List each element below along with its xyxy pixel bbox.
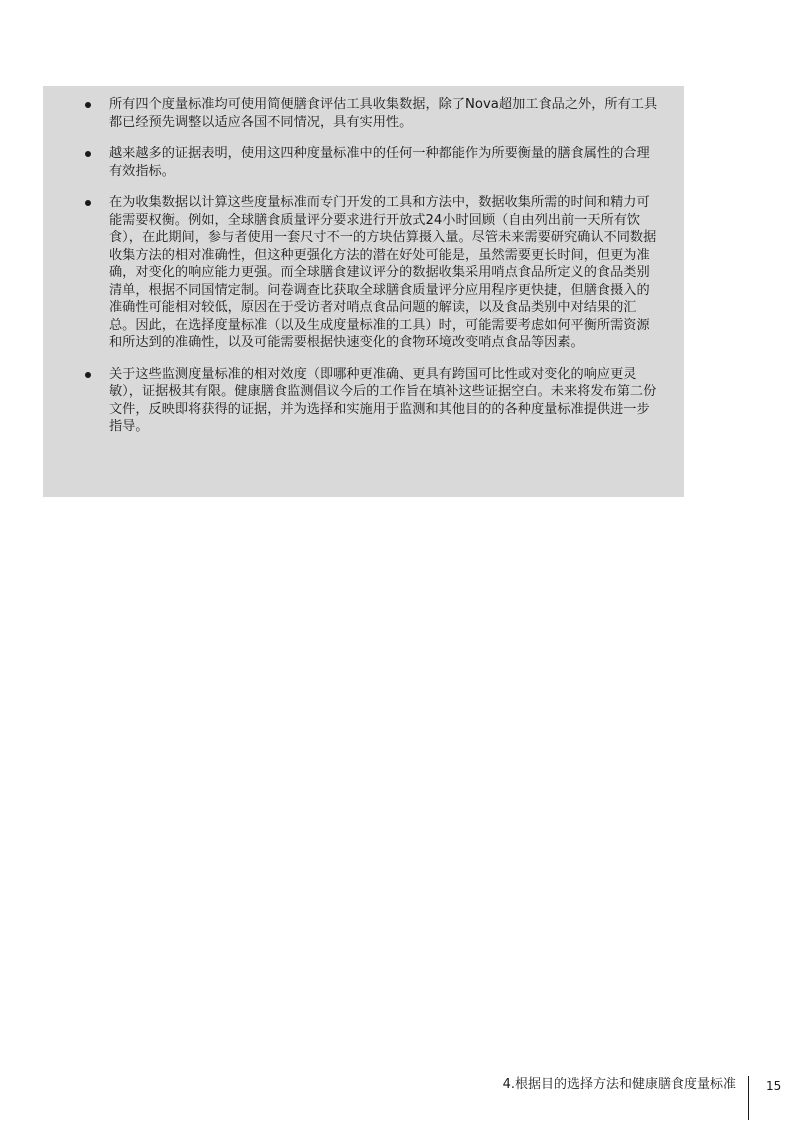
- list-item: [83, 194, 658, 352]
- summary-box: [43, 86, 684, 497]
- footer-divider: [748, 1076, 749, 1120]
- page-number: 15: [766, 1079, 782, 1093]
- bullet-list: [83, 96, 658, 436]
- bullet-text: 关于这些监测度量标准的相对效度（即哪种更准确、更具有跨国可比性或对变化的响应更灵敏），证据极其有限。健康膳食监测倡议今后的工作旨在填补这些证据空白。未来将发布第二份文件，反映即将获得的证据，并为选择和实施用于监测和其他目的的各种度量标准提供进一步指导。: [109, 366, 657, 434]
- footer-section-title: 4.根据目的选择方法和健康膳食度量标准: [502, 1077, 736, 1092]
- bullet-text: 越来越多的证据表明，使用这四种度量标准中的任何一种都能作为所要衡量的膳食属性的合理有效指标。: [109, 146, 650, 179]
- bullet-text: 所有四个度量标准均可使用简便膳食评估工具收集数据，除了Nova超加工食品之外，所有工具都已经预先调整以适应各国不同情况，具有实用性。: [109, 97, 658, 130]
- list-item: [83, 366, 658, 436]
- list-item: [83, 96, 658, 131]
- bullet-text: 在为收集数据以计算这些度量标准而专门开发的工具和方法中，数据收集所需的时间和精力可能需要权衡。例如，全球膳食质量评分要求进行开放式24小时回顾（自由列出前一天所有饮食），在此期间，参与者使用一套尺寸不一的方块估算摄入量。尽管未来需要研究确认不同数据收集方法的相对准确性，但这种更强化方法的潜在好处可能是，虽然需要更长时间，但更为准确，对变化的响应能力更强。而全球膳食建议评分的数据收集采用哨点食品所定义的食品类别清单，根据不同国情定制。问卷调查比获取全球膳食质量评分应用程序更快捷，但膳食摄入的准确性可能相对较低，原因在于受访者对哨点食品问题的解读，以及食品类别中对结果的汇总。因此，在选择度量标准（以及生成度量标准的工具）时，可能需要考虑如何平衡所需资源和所达到的准确性，以及可能需要根据快速变化的食物环境改变哨点食品等因素。: [109, 195, 657, 350]
- bullet-icon: [85, 151, 91, 157]
- bullet-icon: [85, 102, 91, 108]
- bullet-icon: [85, 372, 91, 378]
- bullet-icon: [85, 200, 91, 206]
- list-item: [83, 145, 658, 180]
